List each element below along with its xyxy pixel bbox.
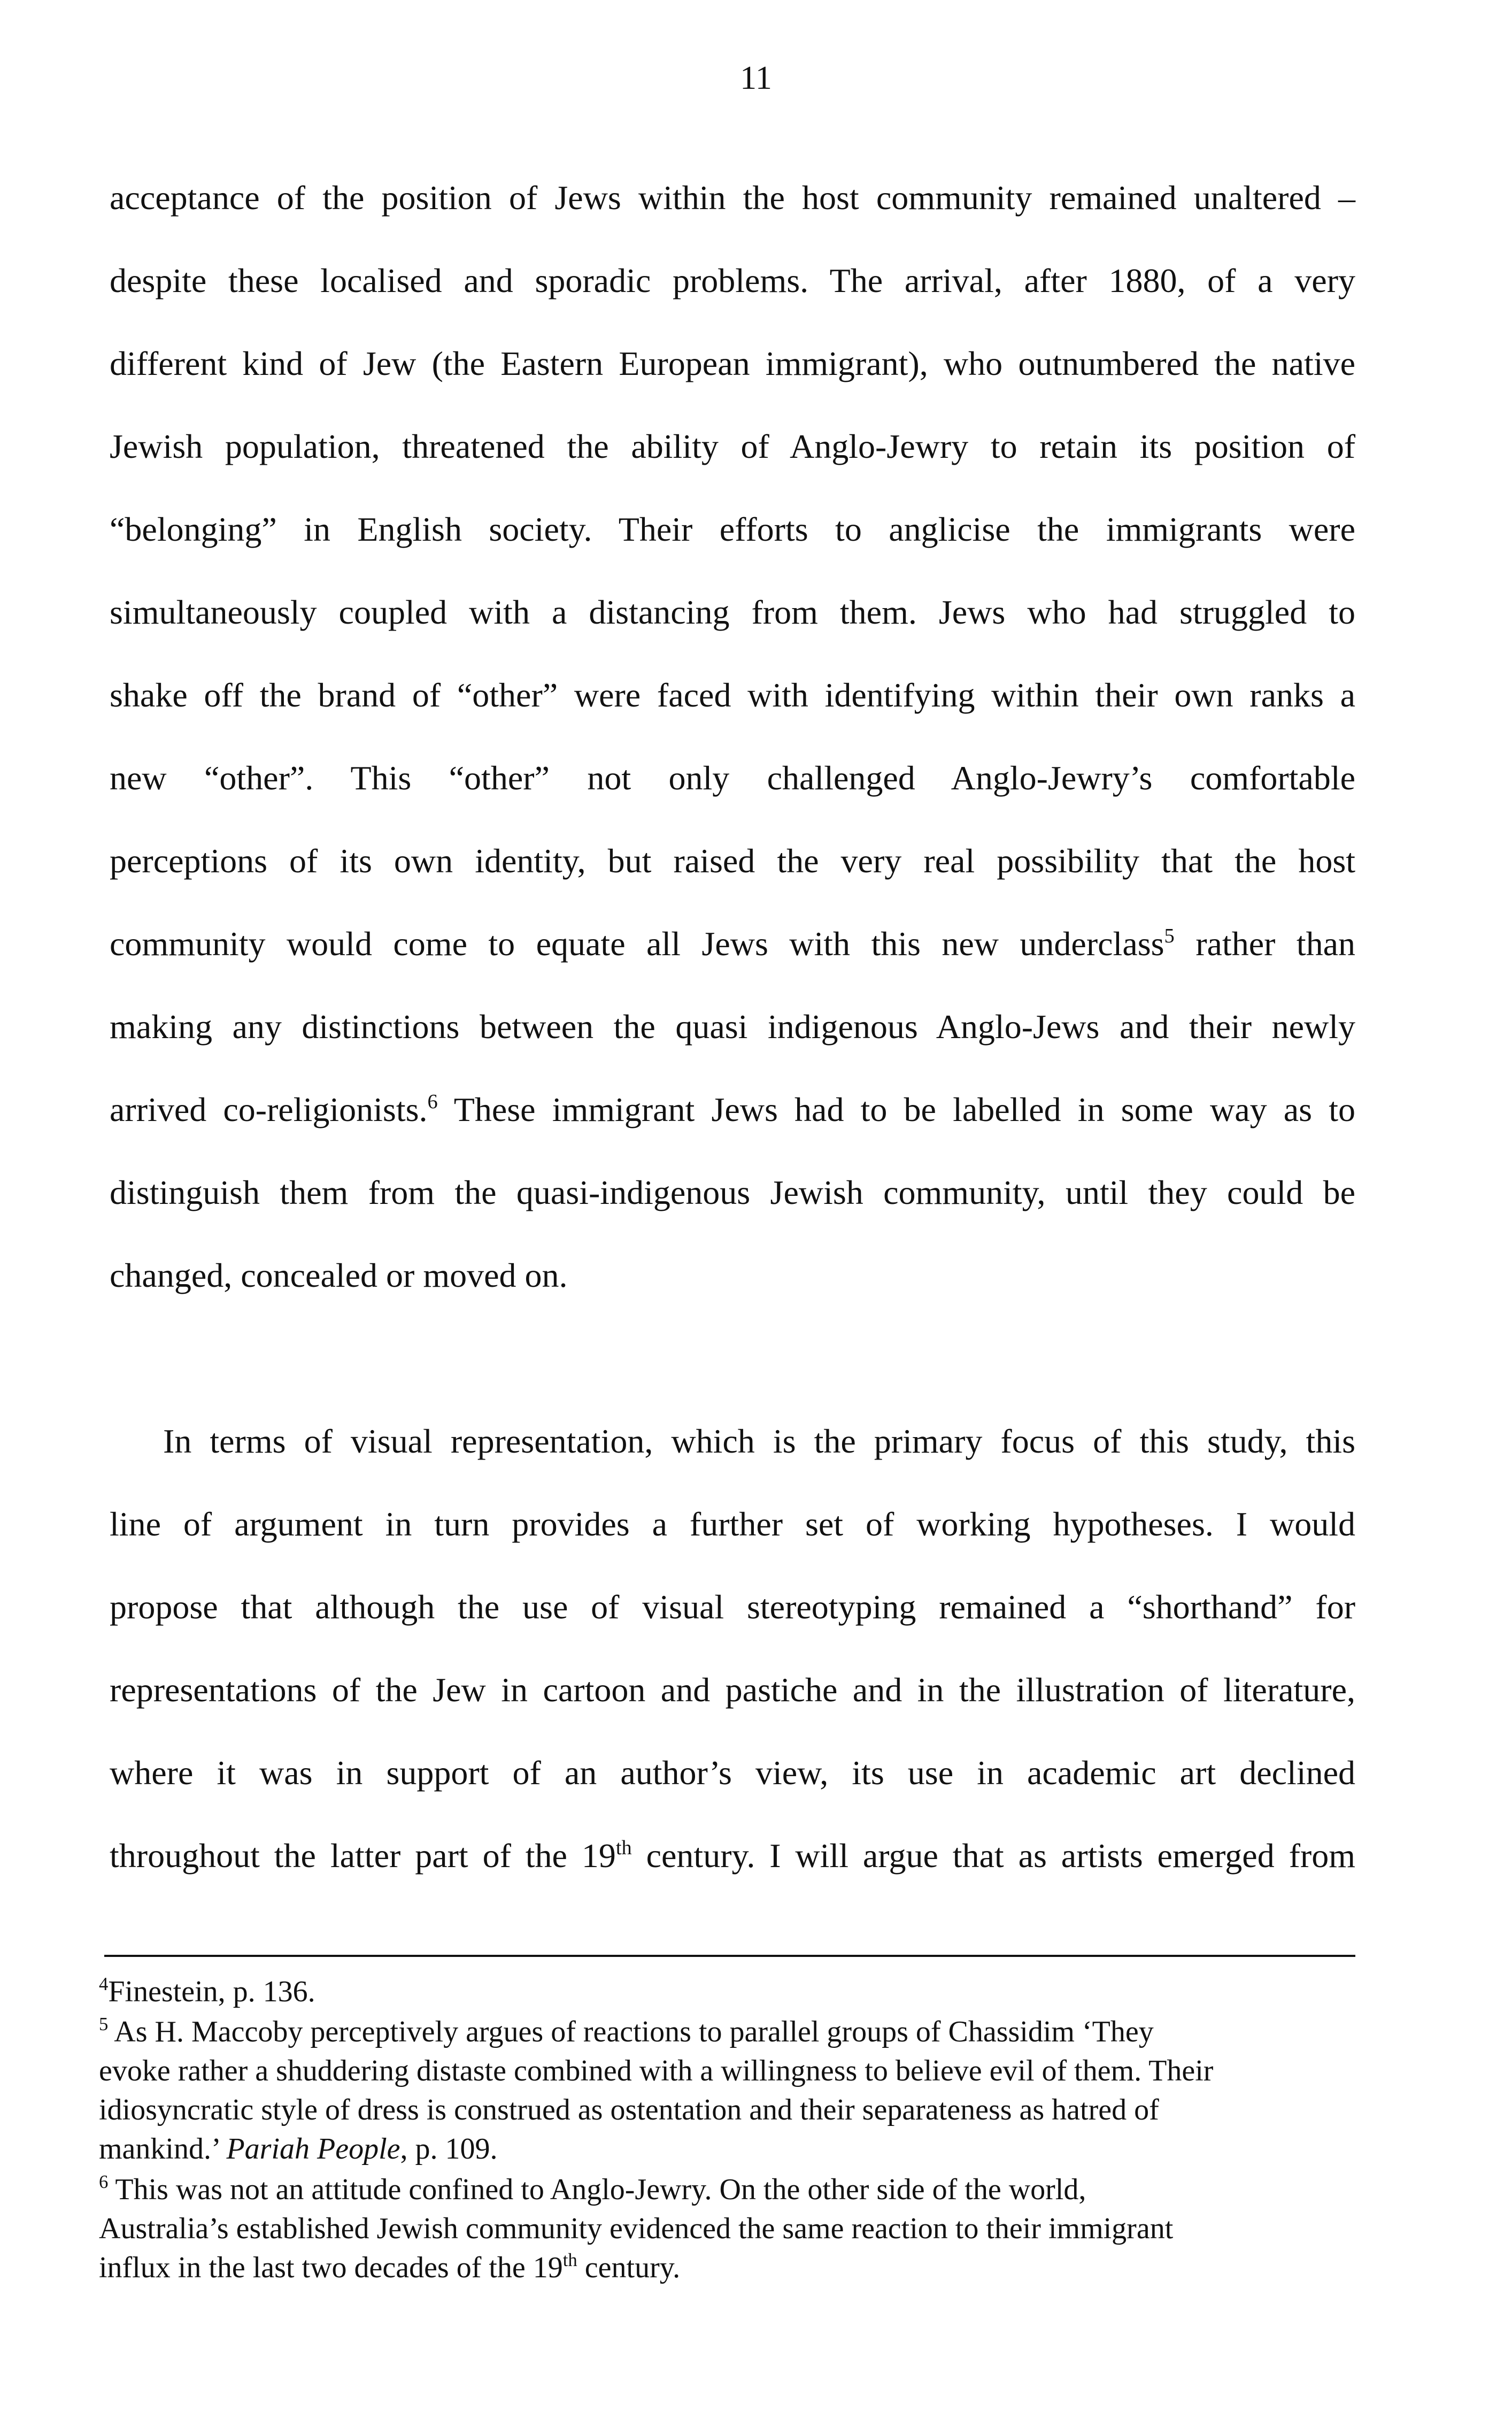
body-line: changed, concealed or moved on. — [110, 1256, 568, 1294]
footnote-text: As H. Maccoby perceptively argues of reactions to parallel groups of Chassidim ‘They — [114, 2015, 1154, 2048]
body-line: making any distinctions between the quasi indigenous Anglo-Jews and their newly — [110, 1008, 1355, 1046]
footnote-line: evoke rather a shuddering distaste combined with a willingness to believe evil of them. Their — [99, 2054, 1214, 2087]
body-text: rather than — [1195, 925, 1356, 963]
body-line — [110, 1834, 1355, 1877]
footnote-5 — [99, 2014, 1154, 2050]
superscript: th — [562, 2249, 577, 2270]
body-line — [110, 1088, 1355, 1131]
footnote-line — [99, 2249, 680, 2286]
body-line: shake off the brand of “other” were faced with identifying within their own ranks a — [110, 676, 1355, 714]
footnote-text: influx in the last two decades of the 19 — [99, 2251, 563, 2284]
body-text: arrived co-religionists. — [110, 1091, 428, 1128]
body-text: These immigrant Jews had to be labelled in some way as to — [437, 1091, 1356, 1128]
footnote-line: Australia’s established Jewish community evidenced the same reaction to their immigrant — [99, 2212, 1174, 2245]
body-line: despite these localised and sporadic problems. The arrival, after 1880, of a very — [110, 262, 1355, 300]
body-line: new “other”. This “other” not only challenged Anglo-Jewry’s comfortable — [110, 759, 1355, 797]
footnote-divider — [104, 1955, 1355, 1957]
body-text: throughout the latter part of the 19 — [110, 1837, 616, 1875]
footnote-number: 5 — [99, 2013, 109, 2034]
body-line: where it was in support of an author’s view, its use in academic art declined — [110, 1754, 1355, 1792]
body-line: acceptance of the position of Jews within the host community remained unaltered – — [110, 179, 1355, 217]
footnote-6 — [99, 2171, 1086, 2208]
body-text: century. I will argue that as artists emerged from — [631, 1837, 1355, 1875]
body-line: simultaneously coupled with a distancing from them. Jews who had struggled to — [110, 593, 1355, 631]
body-line: “belonging” in English society. Their efforts to anglicise the immigrants were — [110, 510, 1355, 548]
superscript: th — [615, 1836, 632, 1859]
body-line — [110, 923, 1355, 965]
page-number: 11 — [740, 60, 772, 96]
footnote-ref-6[interactable]: 6 — [427, 1090, 438, 1113]
footnote-number: 6 — [99, 2171, 109, 2192]
footnote-line: idiosyncratic style of dress is construed as ostentation and their separateness as hatred of — [99, 2093, 1159, 2126]
footnote-text: , p. 109. — [400, 2132, 498, 2166]
footnote-text: This was not an attitude confined to Anglo-Jewry. On the other side of the world, — [115, 2173, 1086, 2206]
footnote-line — [99, 2131, 498, 2167]
body-line: Jewish population, threatened the ability of Anglo-Jewry to retain its position of — [110, 427, 1355, 465]
body-line: perceptions of its own identity, but raised the very real possibility that the host — [110, 842, 1355, 880]
body-line: representations of the Jew in cartoon and pastiche and in the illustration of literature, — [110, 1671, 1355, 1709]
body-line: line of argument in turn provides a further set of working hypotheses. I would — [110, 1505, 1355, 1543]
body-text: community would come to equate all Jews with this new underclass — [110, 925, 1164, 963]
footnote-text: mankind.’ — [99, 2132, 227, 2166]
body-line: propose that although the use of visual stereotyping remained a “shorthand” for — [110, 1588, 1355, 1626]
footnote-ref-5[interactable]: 5 — [1164, 924, 1175, 947]
body-line: different kind of Jew (the Eastern European immigrant), who outnumbered the native — [110, 344, 1355, 382]
body-line: distinguish them from the quasi-indigenous Jewish community, until they could be — [110, 1173, 1355, 1211]
footnote-text: Finestein, p. 136. — [108, 1975, 315, 2008]
footnote-4 — [99, 1974, 315, 2010]
book-title: Pariah People — [226, 2132, 400, 2166]
footnote-text: century. — [577, 2251, 681, 2284]
body-line: In terms of visual representation, which is the primary focus of this study, this — [163, 1422, 1355, 1460]
footnote-number: 4 — [99, 1973, 109, 1994]
